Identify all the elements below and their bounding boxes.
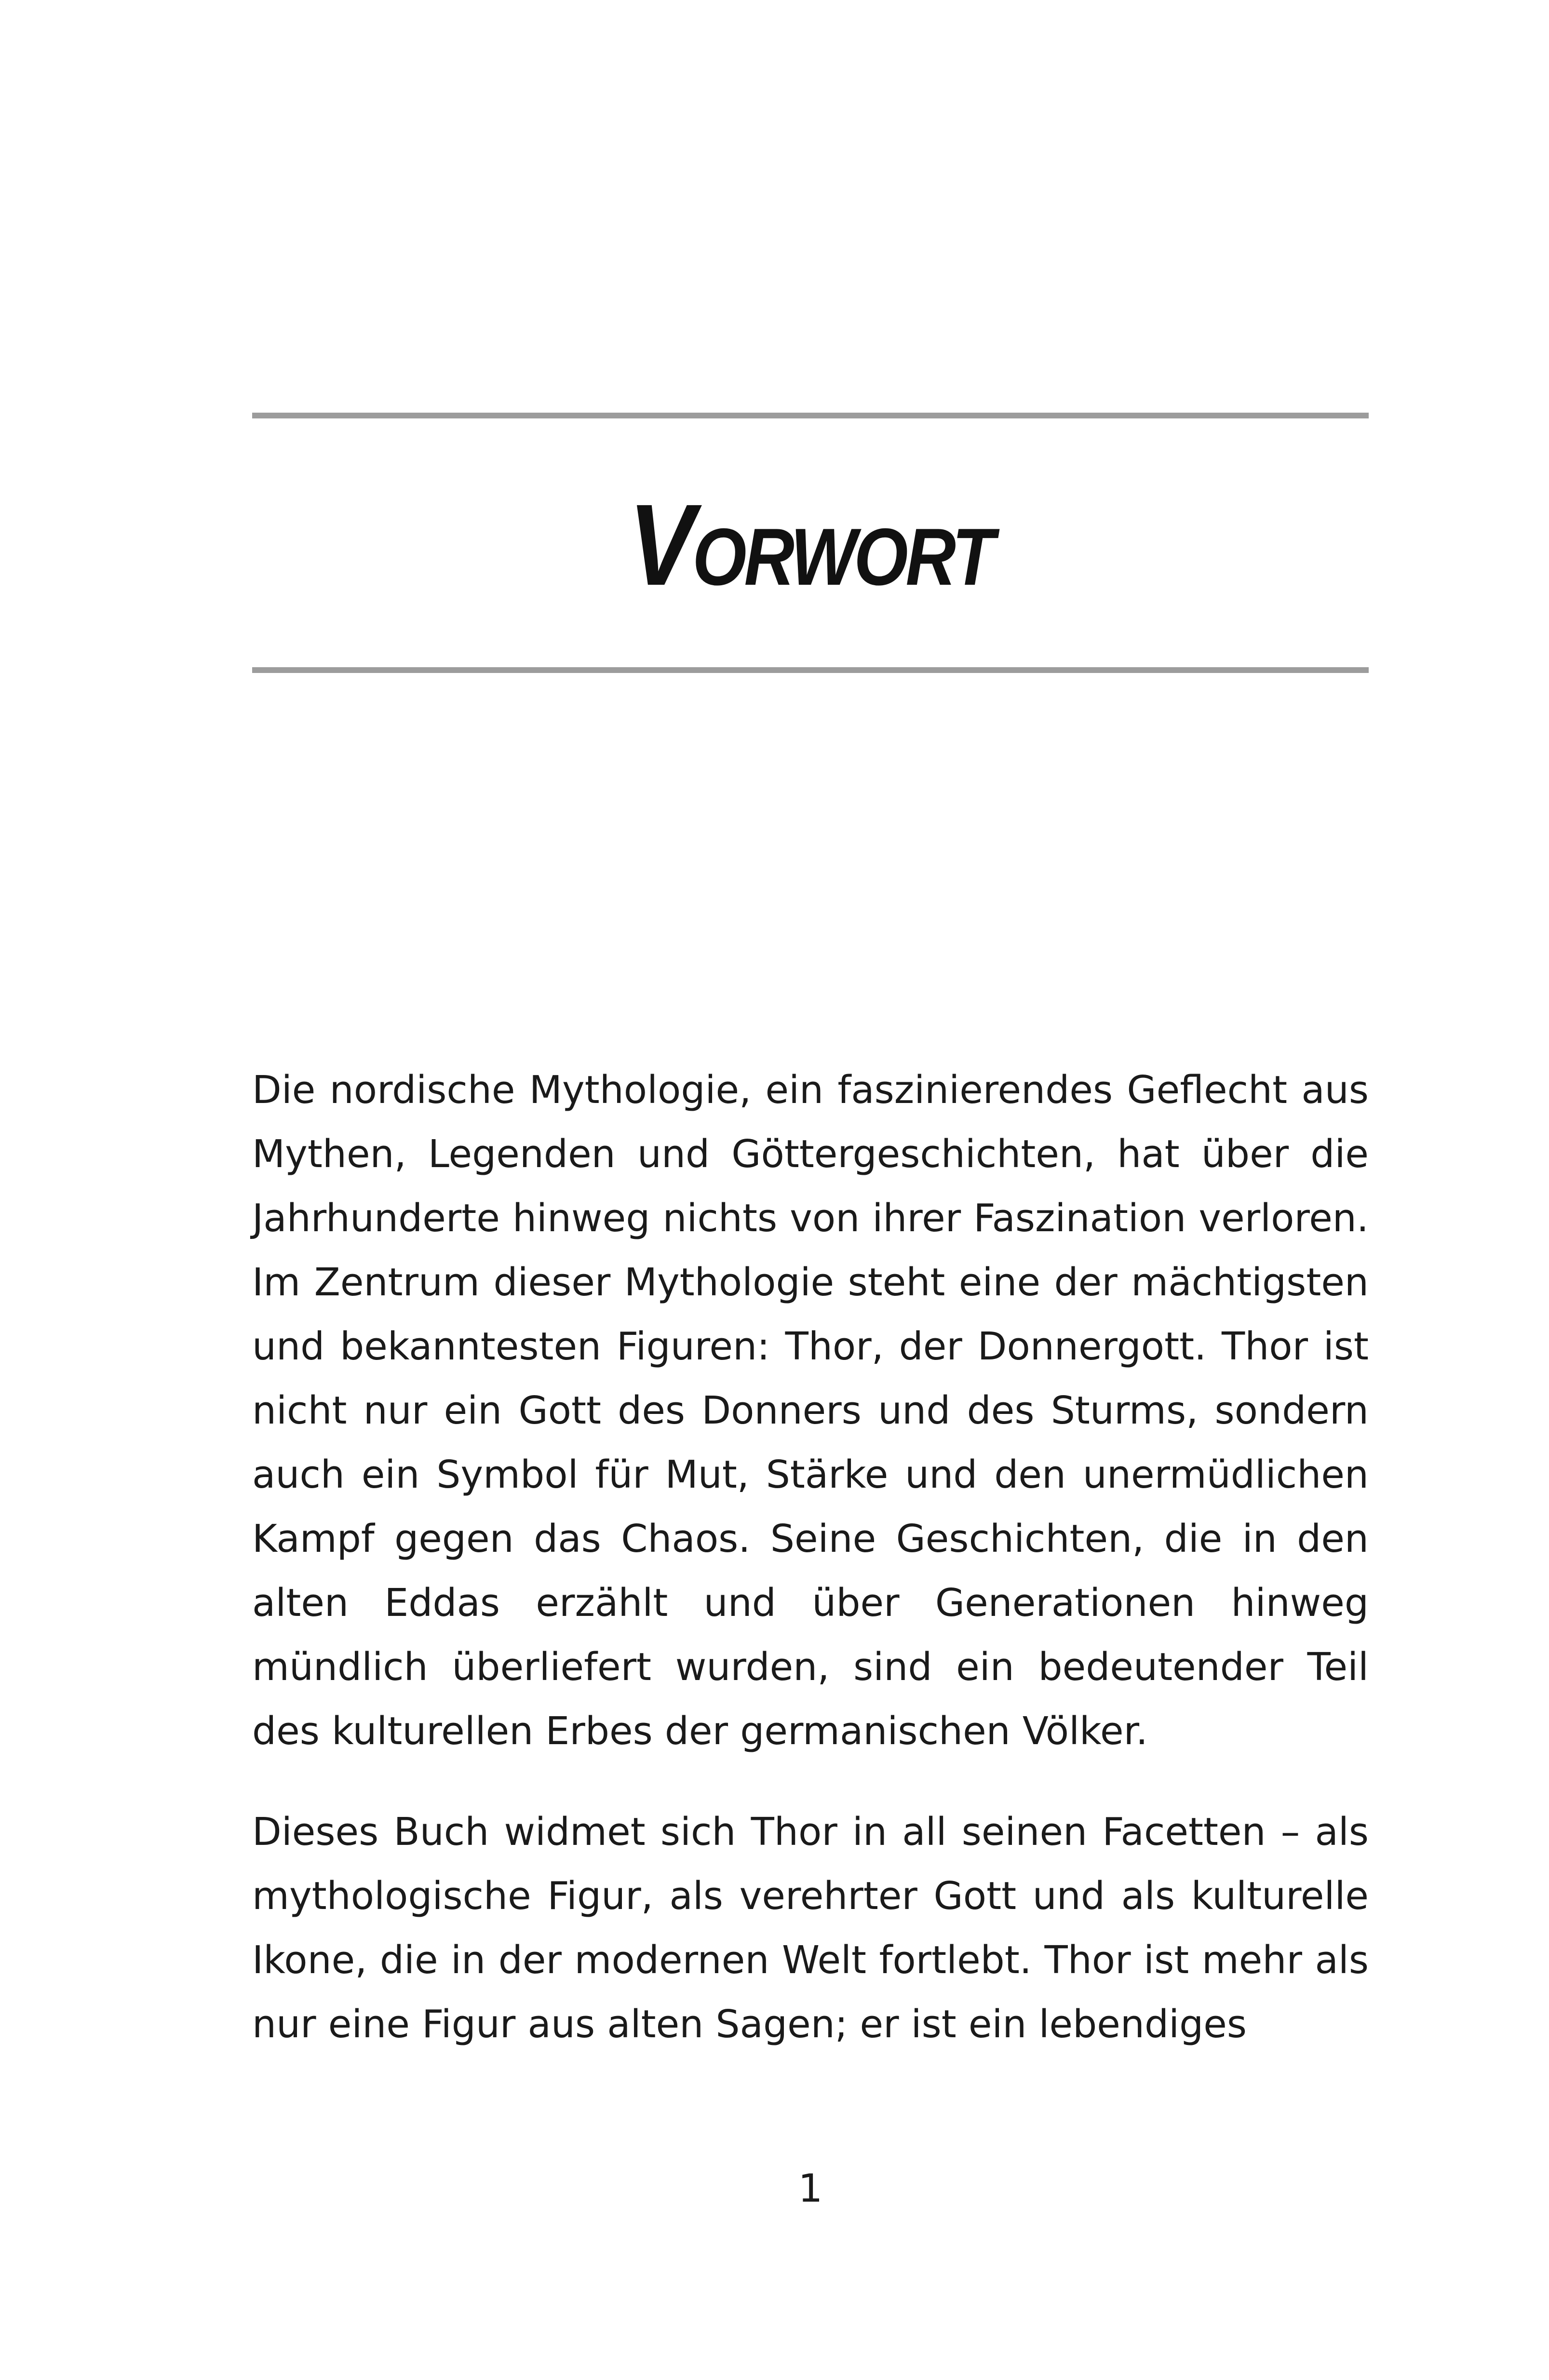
chapter-title: Vorwort [628,480,993,609]
body-text [252,1058,1369,2093]
paragraph-2: Dieses Buch widmet sich Thor in all seinen Facetten – als mythologische Figur, als verehrter Gott und als kulturelle Ikone, die in der modernen Welt fortlebt. Thor ist mehr als nur eine Figur aus alten Sagen; er ist ein lebendiges [252,1810,1369,2046]
title-rule-top [252,413,1369,418]
page-number: 1 [798,2166,823,2211]
title-rule-bottom [252,667,1369,673]
paragraph-1: Die nordische Mythologie, ein faszinierendes Geflecht aus Mythen, Legenden und Göttergeschichten, hat über die Jahrhunderte hinweg nichts von ihrer Faszination verloren. Im Zentrum dieser Mythologie steht eine der mächtigsten und bekanntesten Figuren: Thor, der Donnergott. Thor ist nicht nur ein Gott des Donners und des Sturms, sondern auch ein Symbol für Mut, Stärke und den unermüdlichen Kampf gegen das Chaos. Seine Geschichten, die in den alten Eddas erzählt und über Generationen hinweg mündlich überliefert wurden, sind ein bedeutender Teil des kulturellen Erbes der germanischen Völker. [252,1068,1369,1753]
